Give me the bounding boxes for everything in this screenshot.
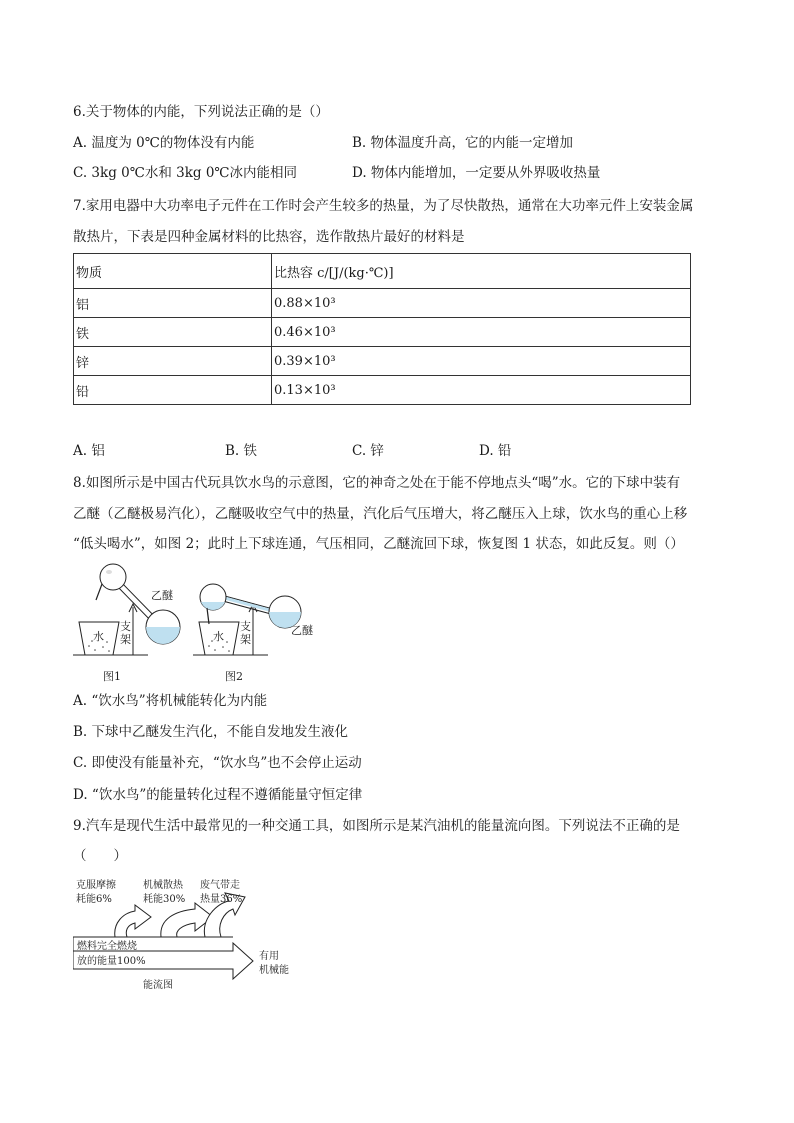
- q6-stem: 6.关于物体的内能，下列说法正确的是（）: [73, 104, 329, 120]
- q9-stem: 9.汽车是现代生活中最常见的一种交通工具，如图所示是某汽油机的能量流向图。下列说法不正确的是: [73, 818, 680, 834]
- table-cell-substance: 铁: [74, 318, 272, 347]
- table-cell-value: 0.46×10³: [272, 318, 691, 347]
- q8-stem-line2: 乙醚（乙醚极易汽化），乙醚吸收空气中的热量，汽化后气压增大，将乙醚压入上球，饮水鸟的重心上移: [73, 506, 688, 522]
- q8-option-a: A. “饮水鸟”将机械能转化为内能: [73, 693, 268, 709]
- q8-option-c: C. 即使没有能量补充，“饮水鸟”也不会停止运动: [73, 755, 362, 771]
- input-line1: 燃料完全燃烧: [77, 941, 137, 952]
- q9-answer-bracket: （ ）: [73, 848, 127, 864]
- table-header-substance: 物质: [74, 254, 272, 289]
- loss2-line1: 机械散热: [143, 880, 183, 891]
- table-row: [74, 376, 691, 405]
- q8-option-b: B. 下球中乙醚发生汽化，不能自发地发生液化: [73, 724, 349, 740]
- q7-stem-line1: 7.家用电器中大功率电子元件在工作时会产生较多的热量，为了尽快散热，通常在大功率元件上安装金属: [73, 198, 694, 214]
- fig1-caption: 图1: [103, 670, 121, 683]
- specific-heat-table: [73, 253, 691, 405]
- q7-option-c: C. 锌: [352, 443, 384, 459]
- table-row: [74, 318, 691, 347]
- table-header-specific-heat: 比热容 c/[J/(kg·℃)]: [272, 254, 691, 289]
- q8-stem-line3: “低头喝水”，如图 2；此时上下球连通，气压相同，乙醚流回下球，恢复图 1 状态，如此反复。则（）: [73, 536, 684, 552]
- q6-option-d: D. 物体内能增加，一定要从外界吸收热量: [352, 165, 601, 181]
- loss3-line1: 废气带走: [200, 880, 240, 891]
- table-cell-value: 0.39×10³: [272, 347, 691, 376]
- table-cell-value: 0.13×10³: [272, 376, 691, 405]
- q8-option-d: D. “饮水鸟”的能量转化过程不遵循能量守恒定律: [73, 787, 363, 803]
- fig1-ether-label: 乙醚: [151, 589, 173, 602]
- q8-stem-line1: 8.如图所示是中国古代玩具饮水鸟的示意图，它的神奇之处在于能不停地点头“喝”水。它的下球中装有: [73, 475, 681, 491]
- fig1-water-label: 水: [93, 630, 104, 643]
- fig2-caption: 图2: [225, 670, 243, 683]
- loss1-line2: 耗能6%: [76, 894, 112, 905]
- fig2-stand-label-bottom: 架: [240, 633, 251, 646]
- q6-option-c: C. 3kg 0℃水和 3kg 0℃冰内能相同: [73, 165, 298, 181]
- q7-option-b: B. 铁: [225, 443, 258, 459]
- fig1-stand-label-top: 支: [120, 620, 131, 633]
- loss1-line1: 克服摩擦: [76, 880, 116, 891]
- output-line1: 有用: [259, 951, 279, 962]
- table-cell-substance: 铝: [74, 289, 272, 318]
- fig2-water-label: 水: [213, 630, 224, 643]
- table-header-row: [74, 254, 691, 289]
- input-line2: 放的能量100%: [77, 956, 146, 967]
- q6-option-a: A. 温度为 0℃的物体没有内能: [73, 135, 255, 151]
- q6-option-b: B. 物体温度升高，它的内能一定增加: [352, 135, 574, 151]
- energy-flow-caption: 能流图: [143, 980, 173, 991]
- q7-option-d: D. 铅: [479, 443, 512, 459]
- energy-flow-diagram: [73, 875, 333, 995]
- fig1-stand-label-bottom: 架: [120, 633, 131, 646]
- table-cell-substance: 锌: [74, 347, 272, 376]
- q7-option-a: A. 铝: [73, 443, 105, 459]
- loss2-line2: 耗能30%: [143, 894, 186, 905]
- fig2-ether-label: 乙醚: [291, 624, 313, 637]
- drinking-bird-fig2: [193, 584, 314, 655]
- output-line2: 机械能: [259, 965, 289, 976]
- drinking-bird-figure: [73, 562, 333, 687]
- q7-stem-line2: 散热片，下表是四种金属材料的比热容，选作散热片最好的材料是: [73, 229, 465, 245]
- table-cell-value: 0.88×10³: [272, 289, 691, 318]
- table-cell-substance: 铅: [74, 376, 272, 405]
- loss3-line2: 热量36%: [200, 894, 243, 905]
- table-row: [74, 289, 691, 318]
- fig2-stand-label-top: 支: [240, 620, 251, 633]
- drinking-bird-fig1: [73, 564, 180, 655]
- table-row: [74, 347, 691, 376]
